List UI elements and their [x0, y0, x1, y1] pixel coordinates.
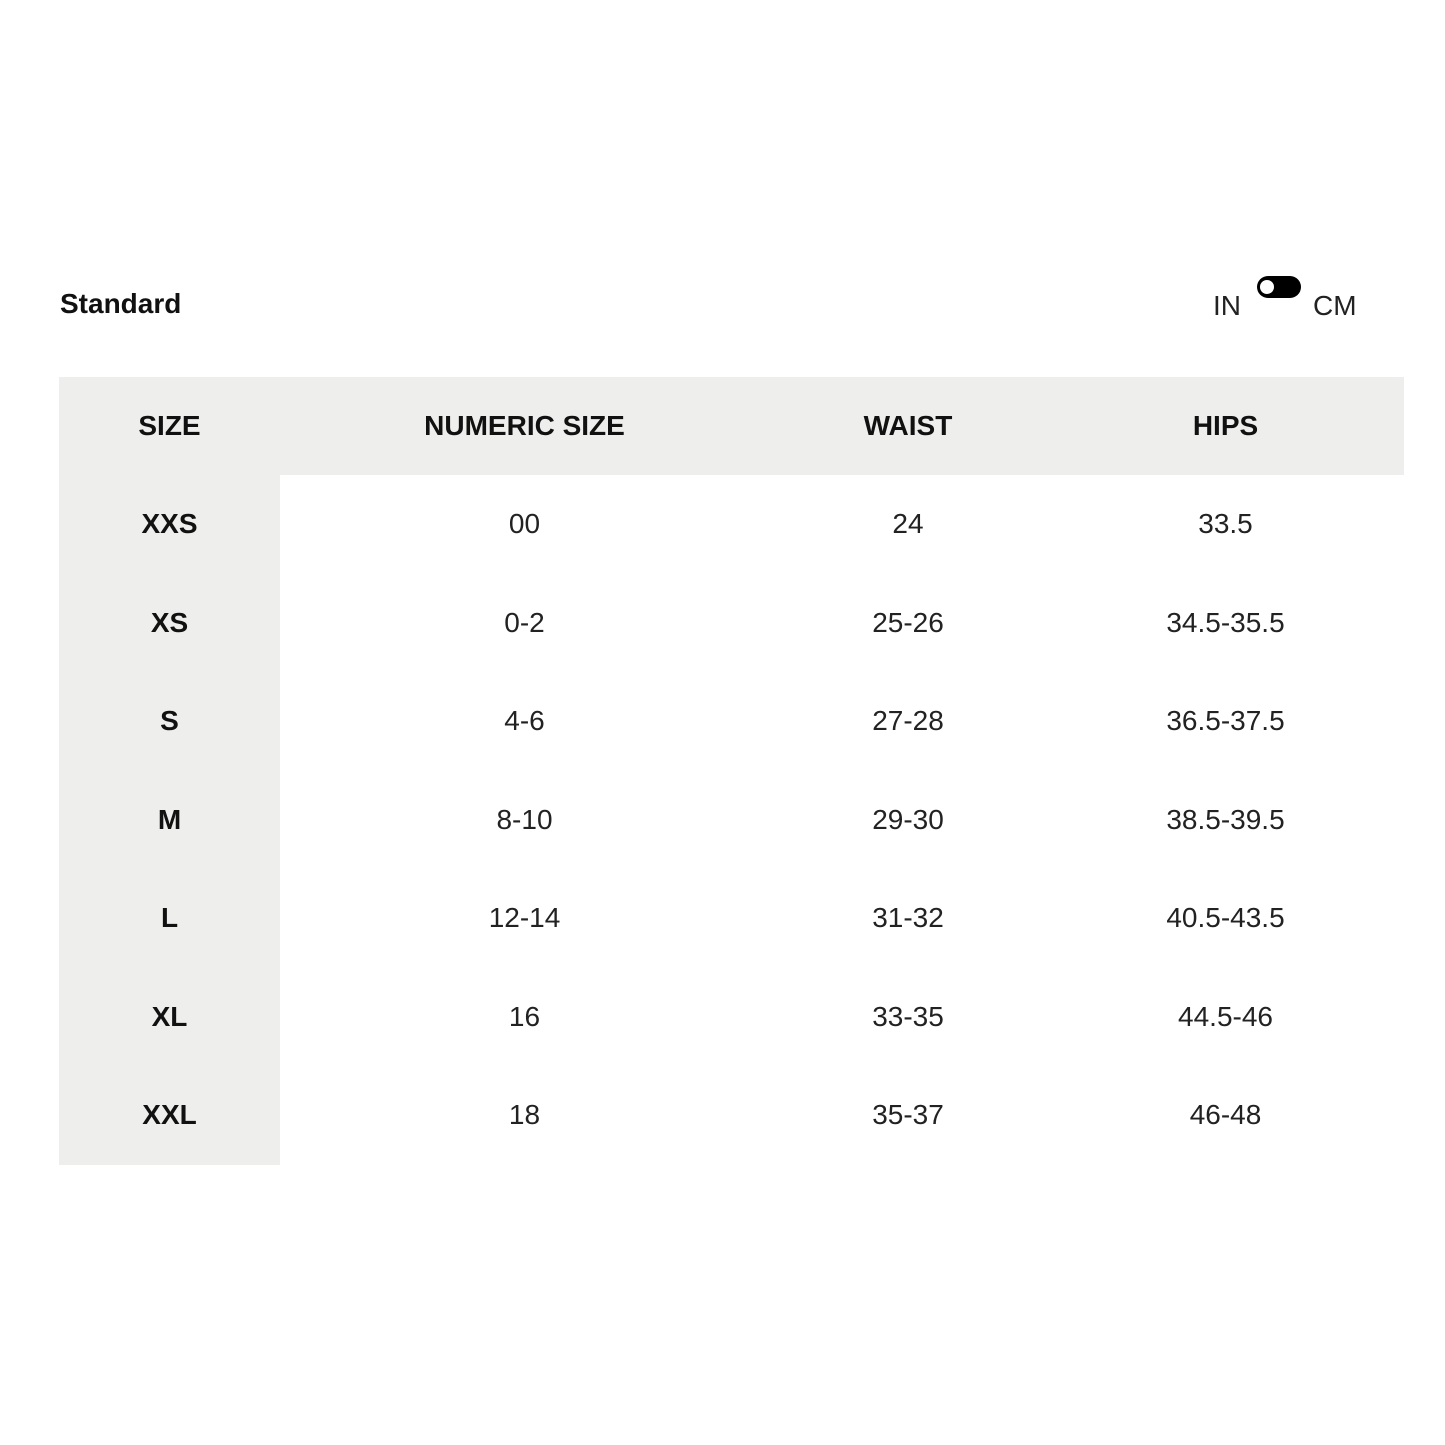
unit-toggle[interactable]: [1257, 276, 1301, 298]
waist-cell: 31-32: [872, 902, 944, 934]
hips-cell: 44.5-46: [1178, 1000, 1273, 1032]
toggle-knob: [1260, 280, 1274, 294]
table-row: [59, 1066, 1404, 1165]
table-row: [59, 869, 1404, 968]
table-row: [59, 475, 1404, 574]
hips-cell: 46-48: [1189, 1099, 1262, 1131]
waist-cell: 33-35: [872, 1000, 944, 1032]
numeric-size-cell: 16: [508, 1000, 541, 1032]
numeric-size-cell: 18: [508, 1099, 541, 1131]
hips-cell: 34.5-35.5: [1166, 606, 1285, 638]
numeric-size-cell: 8-10: [496, 803, 553, 835]
hips-cell: 38.5-39.5: [1166, 803, 1285, 835]
waist-cell: 35-37: [872, 1099, 944, 1131]
section-title: Standard: [60, 288, 182, 319]
table-row: [59, 968, 1404, 1067]
numeric-size-cell: 4-6: [504, 705, 545, 737]
size-cell: XXS: [59, 475, 280, 574]
waist-cell: 29-30: [872, 803, 944, 835]
table-row: [59, 672, 1404, 771]
size-cell: S: [59, 672, 280, 771]
hips-cell: 40.5-43.5: [1166, 902, 1285, 934]
table-header-row: [59, 377, 1404, 475]
numeric-size-cell: 12-14: [488, 902, 561, 934]
size-cell: M: [59, 771, 280, 870]
table-row: [59, 771, 1404, 870]
unit-switch[interactable]: [1205, 270, 1380, 330]
numeric-size-cell: 00: [508, 508, 541, 540]
column-header-hips: HIPS: [1047, 377, 1404, 475]
size-chart-table: [59, 377, 1404, 1165]
column-header-size: SIZE: [59, 377, 280, 475]
waist-cell: 27-28: [872, 705, 944, 737]
hips-cell: 36.5-37.5: [1166, 705, 1285, 737]
size-cell: XL: [59, 968, 280, 1067]
unit-label-cm[interactable]: CM: [1313, 290, 1357, 321]
numeric-size-cell: 0-2: [504, 606, 545, 638]
size-cell: XS: [59, 574, 280, 673]
table-row: [59, 574, 1404, 673]
size-cell: L: [59, 869, 280, 968]
column-header-numeric-size: NUMERIC SIZE: [280, 377, 769, 475]
unit-label-in[interactable]: IN: [1213, 290, 1241, 321]
column-header-waist: WAIST: [769, 377, 1047, 475]
hips-cell: 33.5: [1198, 508, 1253, 540]
waist-cell: 24: [892, 508, 924, 540]
waist-cell: 25-26: [872, 606, 944, 638]
size-cell: XXL: [59, 1066, 280, 1165]
